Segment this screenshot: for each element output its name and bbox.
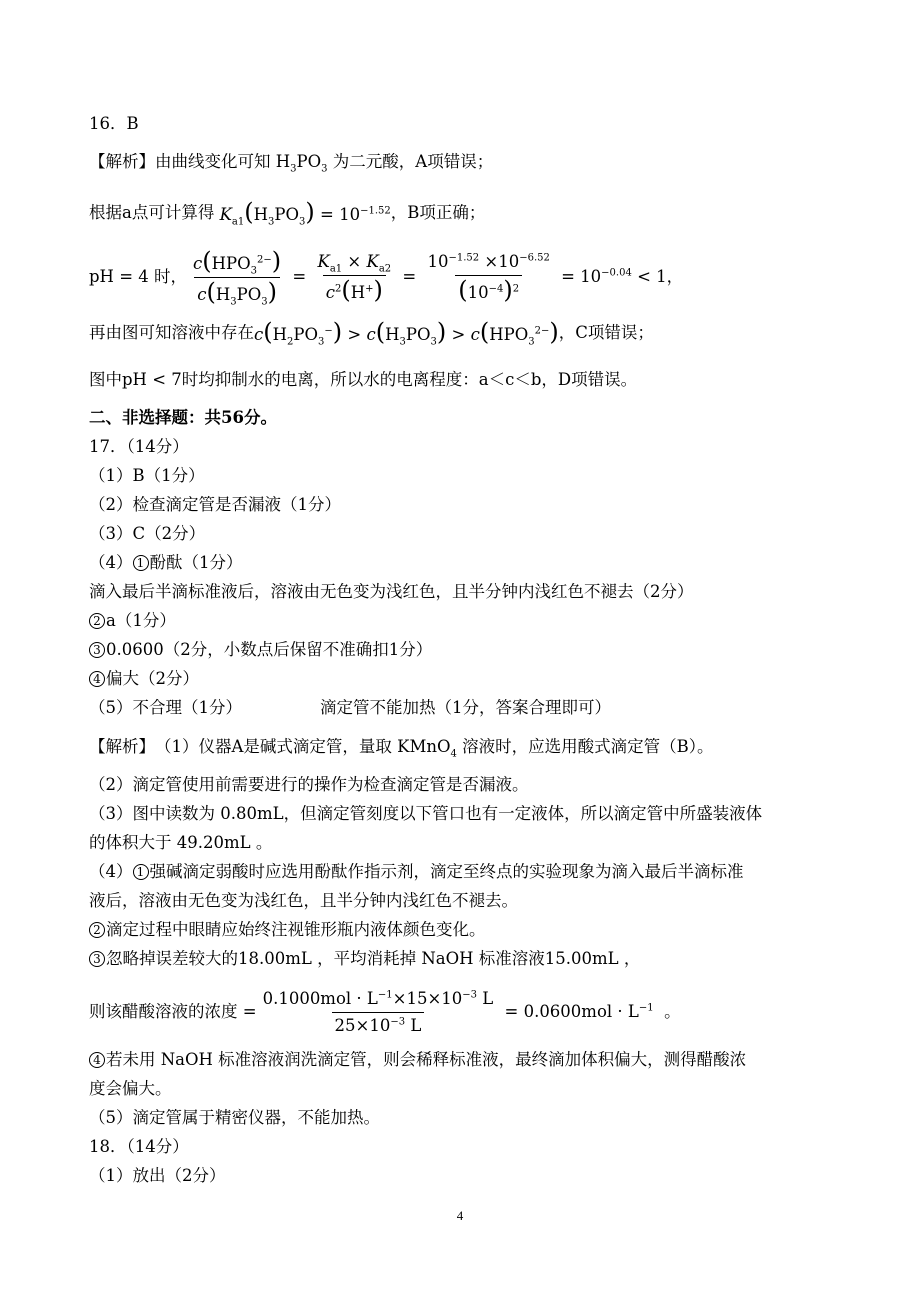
q17-explain-4-3-text: 忽略掉误差较大的18.00mL ，平均消耗掉 NaOH 标准溶液15.00mL ， <box>106 949 641 968</box>
q17-explain-3b <box>89 832 880 854</box>
q17-answer-4-4 <box>89 668 880 690</box>
q17-explain-3a <box>89 803 880 825</box>
analysis-tag: 【解析】 <box>89 152 155 171</box>
section-heading <box>89 407 880 429</box>
q16-line2-pre: 根据a点可计算得 <box>89 203 215 222</box>
q17-explain-1-post: 溶液时，应选用酸式滴定管（B）。 <box>462 737 714 756</box>
q17-explain-4-2 <box>89 919 880 941</box>
q17-answer-5b-text: 滴定管不能加热（1分，答案合理即可） <box>320 698 611 717</box>
q16-line4-post: ，C项错误； <box>558 323 654 342</box>
q16-line2-post: ，B项正确； <box>390 203 486 222</box>
calc-result: = $0.0600mol \cdot L^{-1}$ 。 <box>504 1002 681 1021</box>
q17-explain-5-text: （5）滴定管属于精密仪器，不能加热。 <box>89 1108 380 1127</box>
circled-4-icon: 4 <box>89 671 105 687</box>
q17-explain-3b-text: 的体积大于 49.20mL 。 <box>89 833 273 852</box>
q16-line4 <box>89 320 880 346</box>
q17-answer-3 <box>89 523 880 545</box>
q16-line5 <box>89 369 880 391</box>
q17-explain-1-pre: （1）仪器A是碱式滴定管，量取 <box>155 737 392 756</box>
q17-answer-5 <box>89 697 880 719</box>
section-heading-text: 二、非选择题：共56分。 <box>89 408 277 427</box>
q17-explain-3a-text: （3）图中读数为 0.80mL，但滴定管刻度以下管口也有一定液体，所以滴定管中所盛装液体 <box>89 804 763 823</box>
q16-line5-pre: 图中 <box>89 370 122 389</box>
q17-explain-4b <box>89 890 880 912</box>
q17-explain-4-prefix: （4） <box>89 862 133 881</box>
q17-answer-4-3 <box>89 639 880 661</box>
q17-answer-4-1b <box>89 581 880 603</box>
q16-line3-pre: pH = 4 时， <box>89 267 188 286</box>
circled-1-icon: 1 <box>133 555 149 571</box>
q17-answer-1-text: （1）B（1分） <box>89 466 205 485</box>
page-number: 4 <box>456 1208 464 1223</box>
kmno4-formula: KMnO$_4$ <box>391 737 457 760</box>
q16-line5-ph: pH < 7 <box>122 370 182 389</box>
calc-prefix: 则该醋酸溶液的浓度 = <box>89 1002 257 1021</box>
q17-explain-4-4b-text: 度会偏大。 <box>89 1079 172 1098</box>
q17-answer-4-1-text: 酚酞（1分） <box>149 553 243 572</box>
concentration-inequality: $c(H_2PO_3^-) > c(H_3PO_3) > c(HPO_3^{2-})$ <box>254 318 559 348</box>
circled-2-icon: 2 <box>89 922 105 938</box>
ratio-fraction: $\frac{c(HPO_3^{2-})}{c(H_3PO_3)}$ <box>193 246 282 307</box>
q17-answer-4-prefix: （4） <box>89 553 133 572</box>
q17-explain-2 <box>89 774 880 796</box>
q16-line1-post: 为二元酸，A项错误； <box>332 152 494 171</box>
analysis-tag-2: 【解析】 <box>89 737 155 756</box>
q18-answer-1 <box>89 1165 880 1187</box>
q17-explain-1 <box>89 736 880 758</box>
q17-answer-5-text: （5）不合理（1分） <box>89 698 242 717</box>
q16-line3: pH = 4 时， $\frac{c(HPO_3^{2-})}{c(H_3PO_3)}$ = $\frac{K_{a1} \times K_{a2}}{c^2(H^+)}$ = $\frac{10^{-1.52} \times 10^{-6.52}}{(10^{-4})^2}$ = $10^{-0.04}$ < 1， <box>89 246 684 307</box>
q17-explain-4-4a-text: 若未用 NaOH 标准溶液润洗滴定管，则会稀释标准液，最终滴加体积偏大，测得醋酸浓 <box>106 1050 747 1069</box>
q16-line2 <box>89 200 880 226</box>
concentration-fraction: $\frac{0.1000mol \cdot L^{-1}\times 15\times 10^{-3} L}{25\times 10^{-3} L}$ <box>262 988 494 1035</box>
q17-explain-4a-text: 强碱滴定弱酸时应选用酚酞作指示剂，滴定至终点的实验现象为滴入最后半滴标准 <box>149 862 744 881</box>
circled-4-icon: 4 <box>89 1052 105 1068</box>
q17-explain-4b-text: 液后，溶液由无色变为浅红色，且半分钟内浅红色不褪去。 <box>89 891 518 910</box>
q16-header <box>89 113 880 135</box>
q17-answer-4-4-text: 偏大（2分） <box>106 669 199 688</box>
q17-concentration-calc <box>89 984 880 1040</box>
q16-line1 <box>89 151 880 173</box>
circled-2-icon: 2 <box>89 613 105 629</box>
q17-explain-5 <box>89 1107 880 1129</box>
q17-answer-2 <box>89 494 880 516</box>
q17-explain-4-2-text: 滴定过程中眼睛应始终注视锥形瓶内液体颜色变化。 <box>106 920 486 939</box>
q17-explain-2-text: （2）滴定管使用前需要进行的操作为检查滴定管是否漏液。 <box>89 775 529 794</box>
ka1-expression: $K_{a1}(H_3PO_3) = 10^{-1.52}$ <box>219 198 391 228</box>
q17-answer-3-text: （3）C（2分） <box>89 524 206 543</box>
q17-answer-4-2 <box>89 610 880 632</box>
numeric-fraction: $\frac{10^{-1.52} \times 10^{-6.52}}{(10^{-4})^2}$ <box>427 251 550 304</box>
q18-header-text: 18．（14分） <box>89 1137 189 1156</box>
q17-answer-2-text: （2）检查滴定管是否漏液（1分） <box>89 495 341 514</box>
circled-1-icon: 1 <box>133 864 149 880</box>
q17-answer-4-3-text: 0.0600（2分，小数点后保留不准确扣1分） <box>106 640 433 659</box>
q17-explain-4a <box>89 861 880 883</box>
q17-explain-4-4b <box>89 1078 880 1100</box>
q18-header <box>89 1136 880 1158</box>
circled-3-icon: 3 <box>89 951 105 967</box>
q16-line3-post: < 1， <box>637 267 684 286</box>
q17-explain-4-4a <box>89 1049 880 1071</box>
q16-line5-post: 时均抑制水的电离，所以水的电离程度：a＜c＜b，D项错误。 <box>181 370 638 389</box>
circled-3-icon: 3 <box>89 642 105 658</box>
q16-header-text: 16．B <box>89 114 139 133</box>
q18-answer-1-text: （1）放出（2分） <box>89 1166 226 1185</box>
q17-answer-4-2-text: a（1分） <box>106 611 176 630</box>
result-value: = $10^{-0.04}$ <box>555 267 632 286</box>
ka-fraction: $\frac{K_{a1} \times K_{a2}}{c^2(H^+)}$ <box>317 251 392 304</box>
q17-answer-4-1 <box>89 552 880 574</box>
h3po3-formula: $H_3PO_3$ <box>270 152 328 175</box>
q17-answer-1 <box>89 465 880 487</box>
q17-header <box>89 436 880 458</box>
q17-answer-4-1b-text: 滴入最后半滴标准液后，溶液由无色变为浅红色，且半分钟内浅红色不褪去（2分） <box>89 582 694 601</box>
q17-header-text: 17．（14分） <box>89 437 189 456</box>
q16-line4-pre: 再由图可知溶液中存在 <box>89 323 254 342</box>
q16-line1-pre: 由曲线变化可知 <box>155 152 271 171</box>
q17-explain-4-3 <box>89 948 880 970</box>
